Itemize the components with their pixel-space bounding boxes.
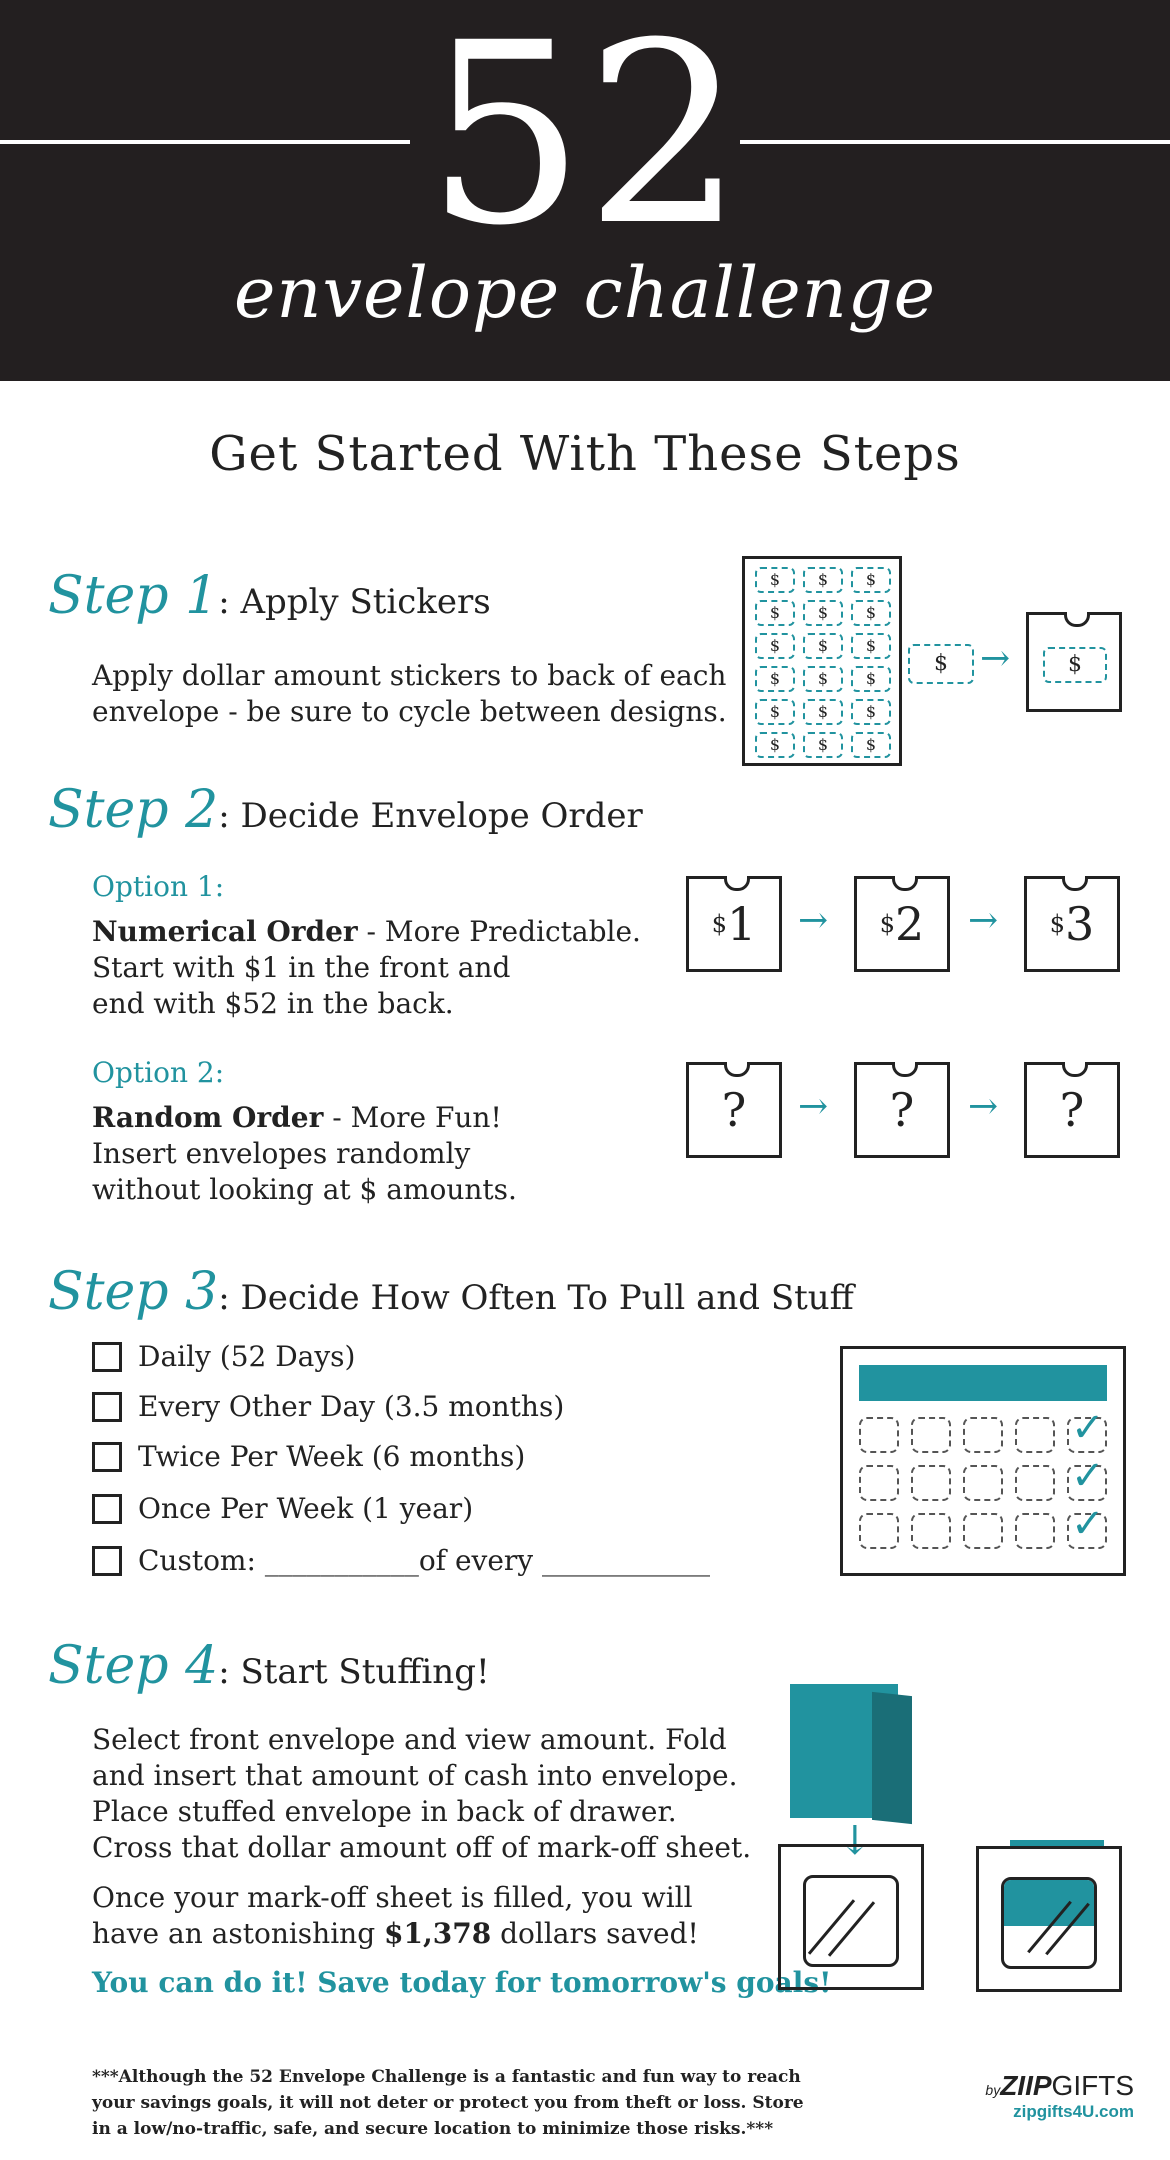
calendar-header-bar — [859, 1365, 1107, 1401]
check-icon: ✓ — [1071, 1501, 1105, 1547]
envelope-number: 3 — [1065, 897, 1095, 951]
down-arrow-icon: ↓ — [838, 1818, 872, 1864]
calendar-day-cell — [859, 1417, 899, 1453]
step1-body — [92, 658, 727, 730]
brand-logo — [964, 2070, 1134, 2122]
option2-heading — [92, 1100, 517, 1136]
dollar-sign: $ — [879, 910, 895, 938]
option1-label: Option 1: — [92, 870, 225, 903]
disclaimer-line: in a low/no-traffic, safe, and secure location to minimize those risks.*** — [92, 2119, 774, 2139]
savings-pre: have an astonishing — [92, 1917, 385, 1950]
envelope-random-3 — [1024, 1062, 1120, 1158]
envelope-2 — [854, 876, 950, 972]
dollar-sign: $ — [1049, 910, 1065, 938]
sticker: $ — [755, 666, 795, 692]
step1-heading — [48, 566, 491, 626]
option2-heading-bold: Random Order — [92, 1101, 324, 1134]
option1-heading-rest: - More Predictable. — [357, 915, 641, 948]
frequency-checkbox-every-other-day[interactable] — [92, 1392, 122, 1422]
sticker: $ — [755, 633, 795, 659]
frequency-label: Once Per Week (1 year) — [138, 1492, 474, 1525]
savings-amount: $1,378 — [384, 1917, 492, 1950]
brand-zip: ZIIP — [1000, 2070, 1052, 2101]
calendar-day-cell — [1015, 1513, 1055, 1549]
drawer-empty — [778, 1844, 924, 1990]
frequency-checkbox-custom[interactable] — [92, 1546, 122, 1576]
check-icon: ✓ — [1071, 1453, 1105, 1499]
envelope-with-sticker — [1026, 612, 1122, 712]
step4-body-line: and insert that amount of cash into envelope. — [92, 1759, 738, 1792]
step1-body-line: Apply dollar amount stickers to back of each — [92, 659, 727, 692]
savings-post: dollars saved! — [491, 1917, 699, 1950]
envelope-2-amount — [857, 879, 947, 969]
envelope-3-amount — [1027, 879, 1117, 969]
step2-label: Step 2 — [48, 780, 219, 840]
step4-body — [92, 1722, 751, 1866]
brand-gifts: GIFTS — [1051, 2070, 1134, 2101]
sticker: $ — [755, 600, 795, 626]
step4-body-line: Select front envelope and view amount. Fold — [92, 1723, 727, 1756]
calendar-day-cell — [963, 1465, 1003, 1501]
header-banner — [0, 0, 1170, 381]
glass-glint — [828, 1901, 875, 1957]
drawer-filled — [976, 1846, 1122, 1992]
step4-title: : Start Stuffing! — [218, 1652, 490, 1692]
step2-title: : Decide Envelope Order — [218, 796, 643, 836]
step1-title: : Apply Stickers — [218, 582, 491, 622]
option1-heading-bold: Numerical Order — [92, 915, 358, 948]
calendar-day-cell — [963, 1417, 1003, 1453]
cash-visible — [1004, 1880, 1094, 1926]
arrow-icon: → — [968, 1086, 999, 1127]
calendar-illustration — [840, 1346, 1126, 1576]
sticker: $ — [851, 567, 891, 593]
sticker: $ — [803, 732, 843, 758]
sticker: $ — [851, 666, 891, 692]
sticker-single: $ — [908, 644, 974, 684]
envelope-question: ? — [721, 1083, 747, 1137]
step1-label: Step 1 — [48, 566, 219, 626]
sticker: $ — [851, 732, 891, 758]
arrow-icon: → — [980, 638, 1011, 679]
step3-label: Step 3 — [48, 1262, 219, 1322]
disclaimer-line: ***Although the 52 Envelope Challenge is a fantastic and fun way to reach — [92, 2067, 801, 2087]
step1-body-line: envelope - be sure to cycle between designs. — [92, 695, 727, 728]
brand-by: by — [985, 2082, 1001, 2098]
header-script-title: envelope challenge — [233, 252, 937, 334]
arrow-icon: → — [798, 1086, 829, 1127]
sticker: $ — [803, 666, 843, 692]
envelope-question: ? — [1059, 1083, 1085, 1137]
option2-line: Insert envelopes randomly — [92, 1137, 471, 1170]
calendar-day-cell — [963, 1513, 1003, 1549]
sticker: $ — [851, 600, 891, 626]
calendar-day-cell — [911, 1465, 951, 1501]
step4-savings-line — [92, 1916, 699, 1952]
sticker-sheet — [742, 556, 902, 766]
envelope-1 — [686, 876, 782, 972]
frequency-checkbox-daily[interactable] — [92, 1342, 122, 1372]
dollar-sign: $ — [711, 910, 727, 938]
option2-label: Option 2: — [92, 1056, 225, 1089]
calendar-day-cell — [911, 1417, 951, 1453]
step4-heading — [48, 1636, 490, 1696]
step3-heading — [48, 1262, 854, 1322]
option1-body — [92, 914, 641, 1022]
envelope-question: ? — [889, 1083, 915, 1137]
step4-body-line: Place stuffed envelope in back of drawer. — [92, 1795, 677, 1828]
calendar-day-cell — [1015, 1465, 1055, 1501]
sticker: $ — [755, 732, 795, 758]
step2-heading — [48, 780, 643, 840]
drawer-window — [803, 1875, 899, 1967]
header-number: 52 — [425, 0, 745, 280]
frequency-label: Twice Per Week (6 months) — [138, 1440, 526, 1473]
step4-savings-line: Once your mark-off sheet is filled, you will — [92, 1881, 693, 1914]
calendar-day-cell — [859, 1513, 899, 1549]
cash-fold-icon — [872, 1692, 912, 1824]
glass-glint — [808, 1899, 855, 1955]
frequency-checkbox-twice-per-week[interactable] — [92, 1442, 122, 1472]
envelope-1-amount — [689, 879, 779, 969]
calendar-day-cell — [859, 1465, 899, 1501]
sticker: $ — [755, 567, 795, 593]
frequency-label: Custom: ___________of every ____________ — [138, 1544, 711, 1577]
step4-body-line: Cross that dollar amount off of mark-off sheet. — [92, 1831, 752, 1864]
calendar-day-cell — [1015, 1417, 1055, 1453]
option1-line: Start with $1 in the front and — [92, 951, 511, 984]
drawer-window-filled — [1001, 1877, 1097, 1969]
sticker: $ — [803, 699, 843, 725]
step3-title: : Decide How Often To Pull and Stuff — [218, 1278, 854, 1318]
brand-url: zipgifts4U.com — [1013, 2102, 1134, 2121]
frequency-checkbox-once-per-week[interactable] — [92, 1494, 122, 1524]
page-subtitle: Get Started With These Steps — [209, 426, 961, 482]
frequency-label: Daily (52 Days) — [138, 1340, 356, 1373]
sticker: $ — [851, 699, 891, 725]
envelope-sticker: $ — [1043, 647, 1107, 683]
option1-heading — [92, 914, 641, 950]
arrow-icon: → — [798, 900, 829, 941]
sticker: $ — [803, 567, 843, 593]
option2-heading-rest: - More Fun! — [323, 1101, 502, 1134]
call-to-action: You can do it! Save today for tomorrow's goals! — [92, 1966, 832, 1999]
step4-label: Step 4 — [48, 1636, 219, 1696]
frequency-label: Every Other Day (3.5 months) — [138, 1390, 565, 1423]
option1-line: end with $52 in the back. — [92, 987, 454, 1020]
arrow-icon: → — [968, 900, 999, 941]
disclaimer-line: your savings goals, it will not deter or protect you from theft or loss. Store — [92, 2093, 804, 2113]
envelope-random-2 — [854, 1062, 950, 1158]
envelope-3 — [1024, 876, 1120, 972]
option2-body — [92, 1100, 517, 1208]
envelope-random-1 — [686, 1062, 782, 1158]
step4-savings — [92, 1880, 699, 1952]
sticker: $ — [803, 600, 843, 626]
footer-disclaimer — [92, 2064, 804, 2142]
sticker: $ — [803, 633, 843, 659]
envelope-number: 1 — [727, 897, 757, 951]
option2-line: without looking at $ amounts. — [92, 1173, 517, 1206]
sticker: $ — [851, 633, 891, 659]
sticker: $ — [755, 699, 795, 725]
calendar-day-cell — [911, 1513, 951, 1549]
check-icon: ✓ — [1071, 1405, 1105, 1451]
envelope-number: 2 — [895, 897, 925, 951]
